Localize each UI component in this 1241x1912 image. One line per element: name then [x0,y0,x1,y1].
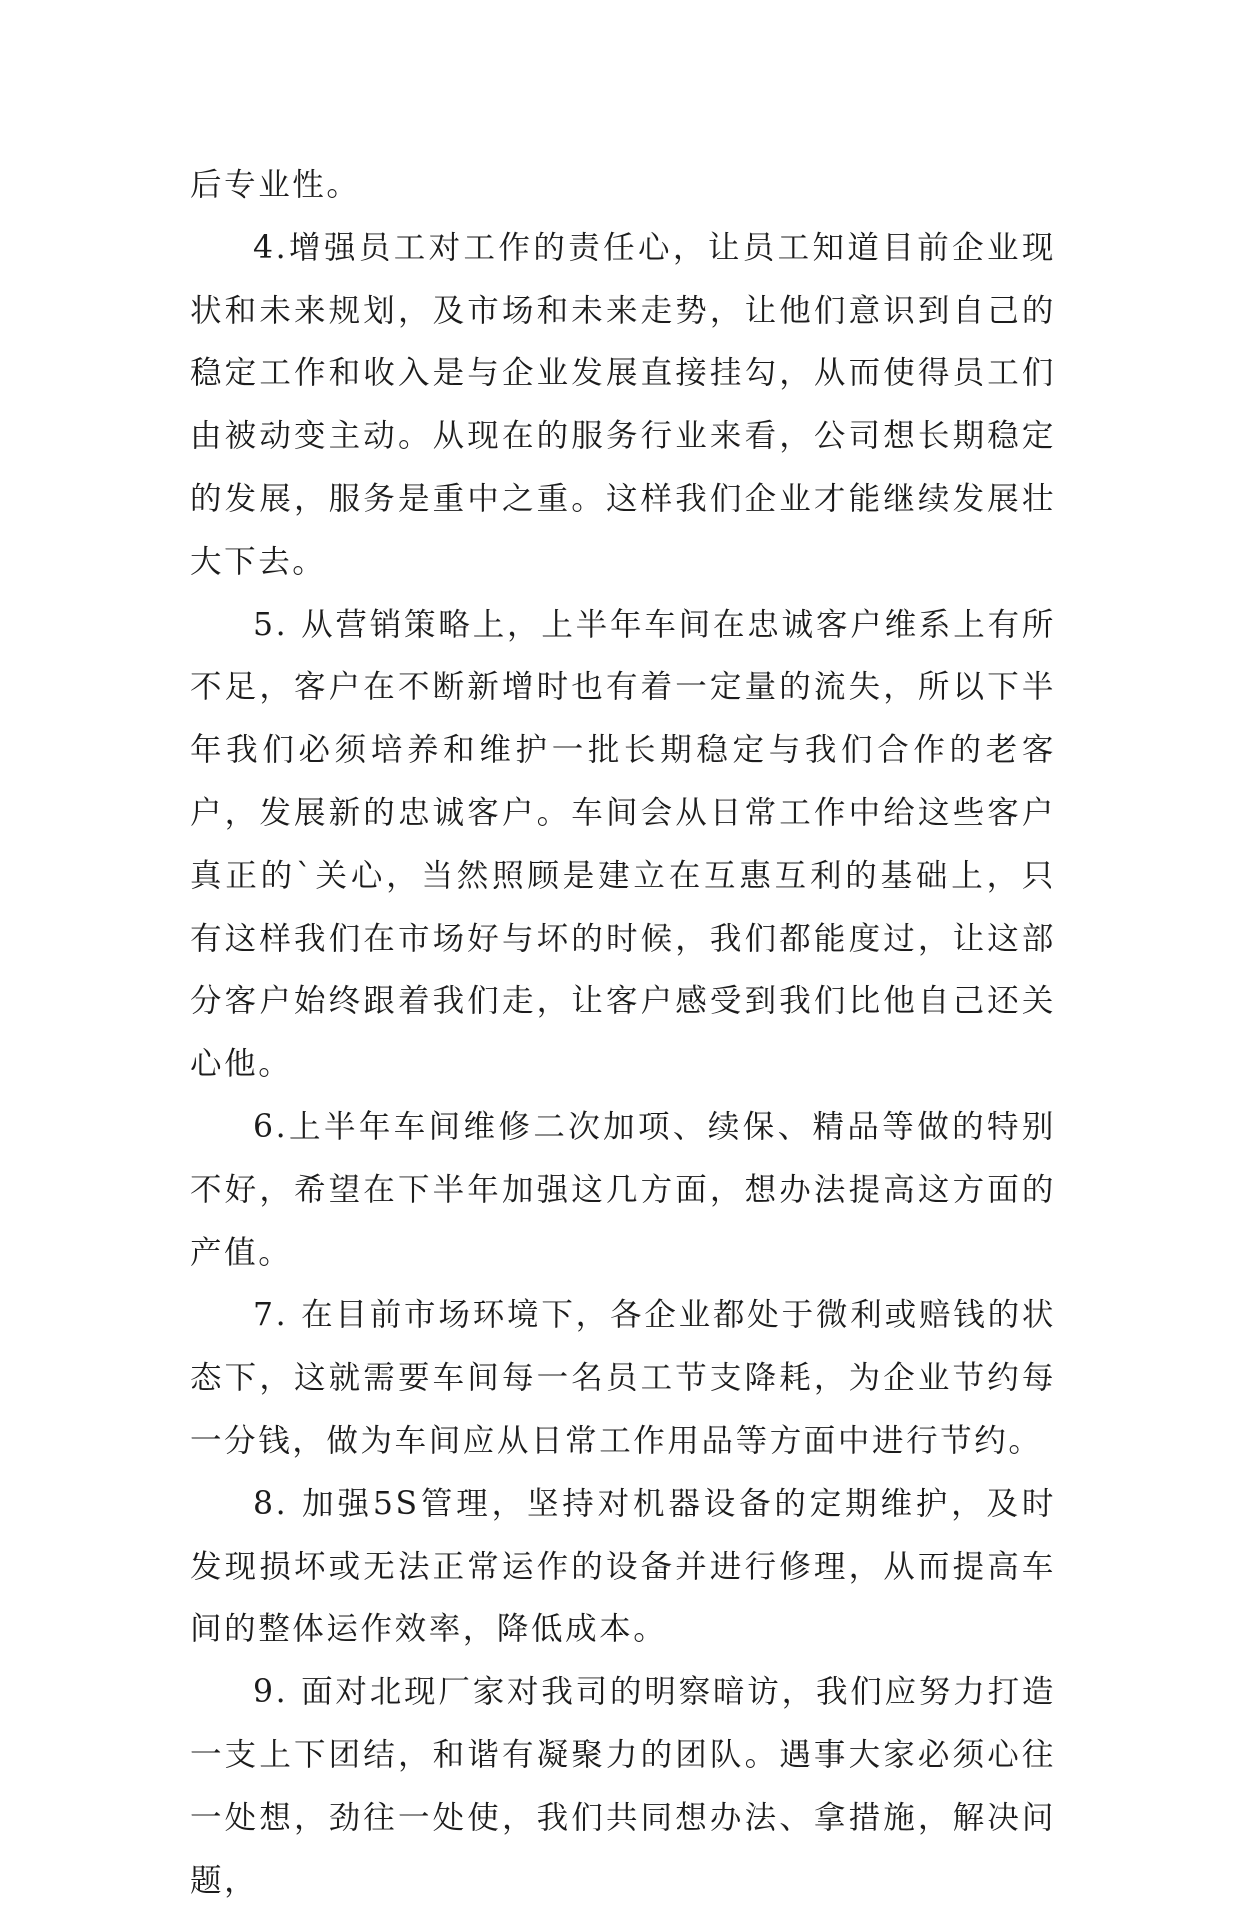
paragraph-continuation: 后专业性。 [190,167,361,203]
paragraph-item-7: 7. 在目前市场环境下，各企业都处于微利或赔钱的状态下，这就需要车间每一名员工节支降耗，为企业节约每一分钱，做为车间应从日常工作用品等方面中进行节约。 [190,1297,1056,1459]
paragraph-item-9: 9. 面对北现厂家对我司的明察暗访，我们应努力打造一支上下团结，和谐有凝聚力的团队。遇事大家必须心往一处想，劲往一处使，我们共同想办法、拿措施，解决问题， [190,1674,1056,1899]
paragraph-item-6: 6.上半年车间维修二次加项、续保、精品等做的特别不好，希望在下半年加强这几方面，想办法提高这方面的产值。 [190,1108,1056,1271]
paragraph-item-5: 5. 从营销策略上，上半年车间在忠诚客户维系上有所不足，客户在不断新增时也有着一定量的流失，所以下半年我们必须培养和维护一批长期稳定与我们合作的老客户，发展新的忠诚客户。车间会从日常工作中给这些客户真正的`关心，当然照顾是建立在互惠互利的基础上，只有这样我们在市场好与坏的时候，我们都能度过，让这部分客户始终跟着我们走，让客户感受到我们比他自己还关心他。 [190,606,1056,1083]
document-body [190,154,1056,1912]
paragraph-item-4: 4.增强员工对工作的责任心，让员工知道目前企业现状和未来规划，及市场和未来走势，让他们意识到自己的稳定工作和收入是与企业发展直接挂勾，从而使得员工们由被动变主动。从现在的服务行业来看，公司想长期稳定的发展，服务是重中之重。这样我们企业才能继续发展壮大下去。 [190,229,1056,580]
paragraph-item-8: 8. 加强5S管理，坚持对机器设备的定期维护，及时发现损坏或无法正常运作的设备并进行修理，从而提高车间的整体运作效率，降低成本。 [190,1485,1056,1648]
